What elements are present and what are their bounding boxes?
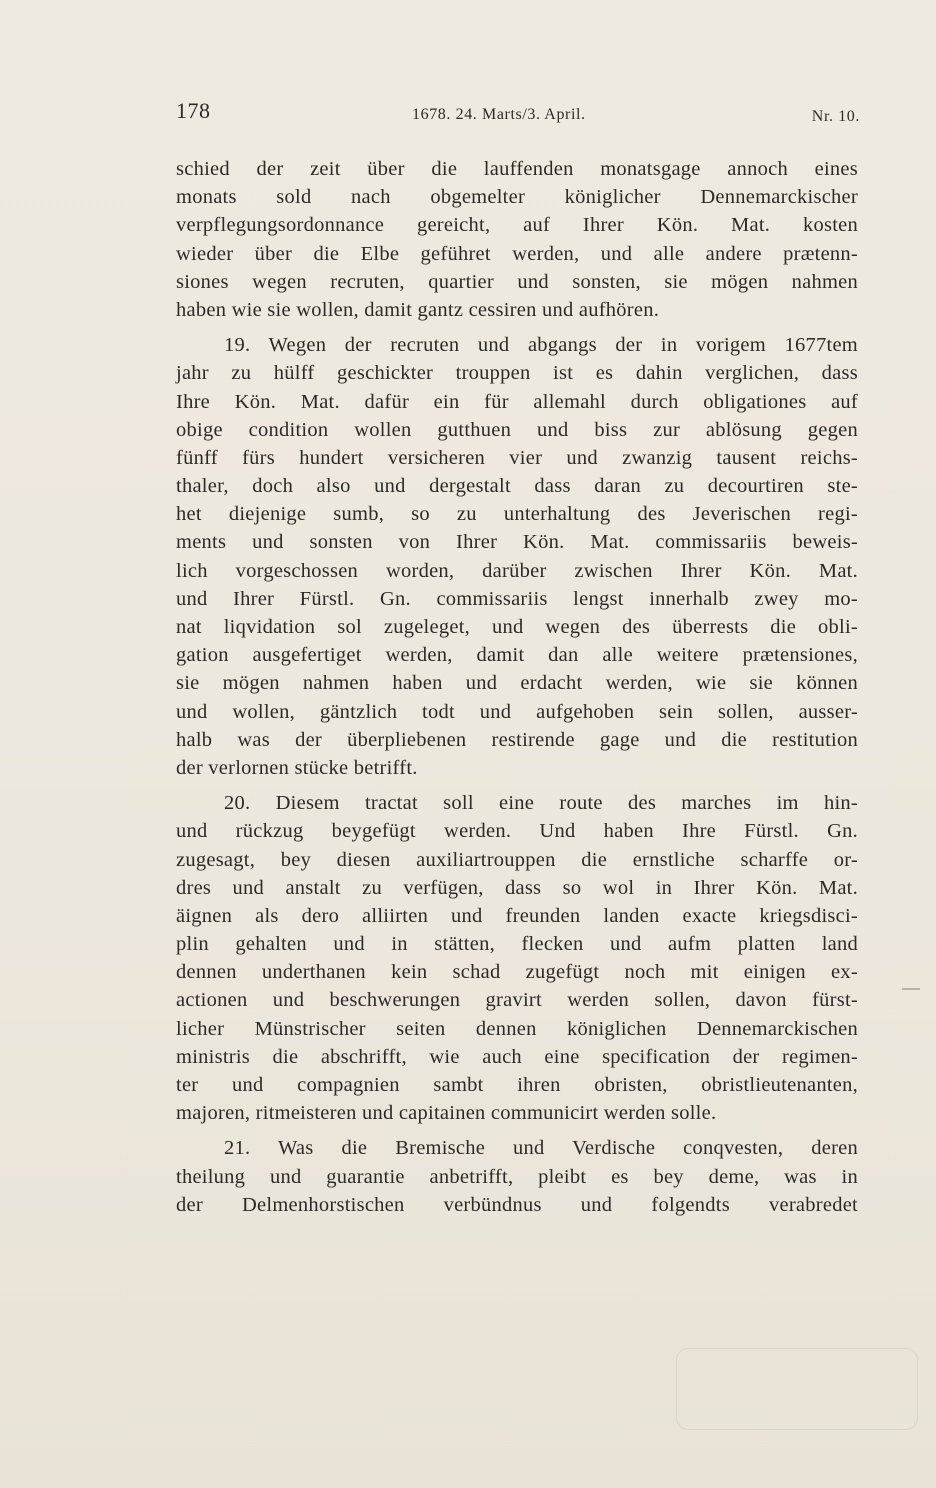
text-line: plin gehalten und in stätten, flecken und aufm platten land — [176, 933, 858, 956]
text-line: lich vorgeschossen worden, darüber zwischen Ihrer Kön. Mat. — [176, 559, 858, 582]
text-line: der Delmenhorstischen verbündnus und folgendts verabredet — [176, 1193, 858, 1216]
paragraph-21 — [176, 1134, 858, 1219]
text-line: nat liqvidation sol zugeleget, und wegen des überrests die obli- — [176, 616, 858, 638]
body-text — [176, 155, 858, 1219]
paragraph-continuation — [176, 155, 858, 324]
text-line: obige condition wollen gutthuen und biss zur ablösung gegen — [176, 418, 858, 441]
text-line: monats sold nach obgemelter königlicher Dennemarckischer — [176, 186, 858, 209]
text-line: haben wie sie wollen, damit gantz cessiren und aufhören. — [176, 298, 660, 321]
text-line: 19. Wegen der recruten und abgangs der in vorigem 1677tem — [224, 334, 858, 357]
text-line: und Ihrer Fürstl. Gn. commissariis lengst innerhalb zwey mo- — [176, 587, 858, 610]
text-line: thaler, doch also und dergestalt dass daran zu decourtiren ste- — [176, 475, 858, 498]
text-line: 20. Diesem tractat soll eine route des marches im hin- — [224, 792, 858, 815]
text-line: sie mögen nahmen haben und erdacht werden, wie sie können — [176, 672, 858, 695]
text-line: majoren, ritmeisteren und capitainen communicirt werden solle. — [176, 1102, 717, 1125]
running-head: 1678. 24. Marts/3. April. — [412, 106, 586, 123]
text-line: und wollen, gäntzlich todt und aufgehoben sein sollen, ausser- — [176, 700, 858, 723]
text-line: zugesagt, bey diesen auxiliartrouppen die ernstliche scharffe or- — [176, 848, 858, 871]
text-line: fünff fürs hundert versicheren vier und zwanzig tausent reichs- — [176, 446, 858, 469]
paragraph-19 — [176, 331, 858, 782]
text-line: ments und sonsten von Ihrer Kön. Mat. commissariis beweis- — [176, 531, 858, 554]
text-line: dennen underthanen kein schad zugefügt noch mit einigen ex- — [176, 961, 858, 984]
paragraph-20 — [176, 789, 858, 1127]
document-number: Nr. 10. — [811, 108, 860, 125]
paper-smudge — [676, 1348, 918, 1430]
text-line: wieder über die Elbe geführet werden, und alle andere prætenn- — [176, 242, 858, 265]
text-line: und rückzug beygefügt werden. Und haben Ihre Fürstl. Gn. — [176, 820, 858, 843]
text-line: ter und compagnien sambt ihren obristen, obristlieutenanten, — [176, 1074, 858, 1096]
text-line: ministris die abschrifft, wie auch eine specification der regimen- — [176, 1045, 858, 1068]
text-line: jahr zu hülff geschickter trouppen ist es dahin verglichen, dass — [176, 362, 858, 385]
text-line: Ihre Kön. Mat. dafür ein für allemahl durch obligationes auf — [176, 390, 858, 413]
text-line: der verlornen stücke betrifft. — [176, 756, 418, 779]
margin-mark — [902, 988, 920, 990]
text-line: 21. Was die Bremische und Verdische conqvesten, deren — [224, 1137, 858, 1160]
text-line: siones wegen recruten, quartier und sonsten, sie mögen nahmen — [176, 270, 858, 293]
text-line: het diejenige sumb, so zu unterhaltung des Jeverischen regi- — [176, 503, 858, 526]
text-line: verpflegungsordonnance gereicht, auf Ihrer Kön. Mat. kosten — [176, 214, 858, 237]
page-header — [176, 98, 860, 132]
text-line: actionen und beschwerungen gravirt werden sollen, davon fürst- — [176, 989, 858, 1012]
text-line: halb was der überpliebenen restirende gage und die restitution — [176, 728, 858, 751]
page-number: 178 — [176, 98, 211, 123]
text-line: theilung und guarantie anbetrifft, pleibt es bey deme, was in — [176, 1165, 858, 1188]
text-line: äignen als dero alliirten und freunden landen exacte kriegsdisci- — [176, 904, 858, 927]
text-line: gation ausgefertiget werden, damit dan alle weitere prætensiones, — [176, 644, 858, 667]
text-line: licher Münstrischer seiten dennen königlichen Dennemarckischen — [176, 1017, 858, 1040]
text-line: schied der zeit über die lauffenden monatsgage annoch eines — [176, 158, 858, 180]
text-line: dres und anstalt zu verfügen, dass so wol in Ihrer Kön. Mat. — [176, 876, 858, 899]
